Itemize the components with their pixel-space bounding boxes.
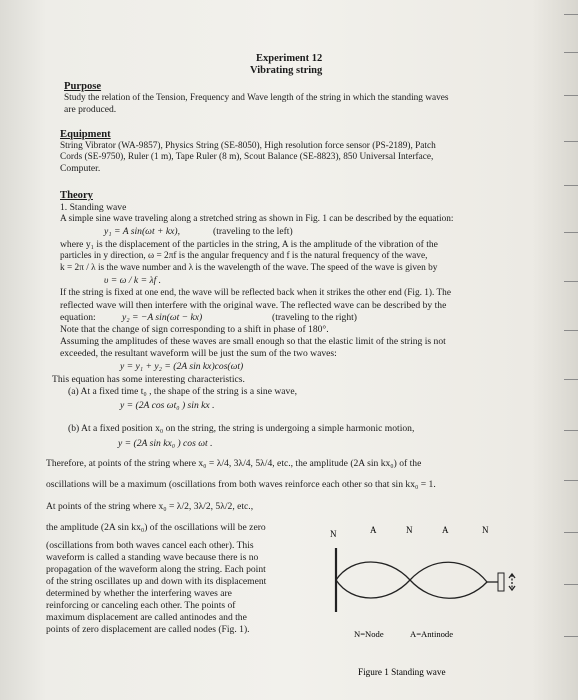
purpose-line: are produced. <box>64 104 117 115</box>
figure-label-antinode: A <box>442 525 449 535</box>
theory-line: 1. Standing wave <box>60 202 127 213</box>
theory-line: of the string oscillates up and down with its displacement <box>46 576 267 587</box>
theory-line: reflected wave will then interfere with the original wave. The reflected wave can be described by the <box>60 300 447 311</box>
figure-label-node: N <box>330 529 337 539</box>
standing-wave-drawing <box>336 548 515 612</box>
theory-line: maximum displacement are called antinodes and the <box>46 612 247 623</box>
equipment-line: Cords (SE-9750), Ruler (1 m), Tape Ruler (8 m), Scout Balance (SE-8823), 850 Universal Interface, <box>60 152 434 162</box>
theory-line: At points of the string where x₀ = λ/2, 3λ/2, 5λ/2, etc., <box>46 501 254 512</box>
figure-legend-antinode: A=Antinode <box>410 629 454 639</box>
theory-line: oscillations will be a maximum (oscillations from both waves reinforce each other so that sin kx₀ = 1. <box>46 479 436 490</box>
page-edge-marks <box>556 0 578 700</box>
equation-note: (traveling to the left) <box>213 226 293 237</box>
theory-line: (oscillations from both waves cancel each other). This <box>46 540 254 551</box>
equipment-line: Computer. <box>60 163 101 174</box>
theory-line: reinforcing or canceling each other. The points of <box>46 600 236 611</box>
purpose-line: Study the relation of the Tension, Frequency and Wave length of the string in which the standing waves <box>64 93 449 103</box>
equation-resultant: y = y₁ + y₂ = (2A sin kx)cos(ωt) <box>120 361 244 372</box>
theory-line: exceeded, the resultant waveform will be just the sum of the two waves: <box>60 348 337 359</box>
theory-line: (a) At a fixed time t₀ , the shape of the string is a sine wave, <box>68 386 297 397</box>
theory-line: (b) At a fixed position x₀ on the string, the string is undergoing a simple harmonic motion, <box>68 423 415 434</box>
figure-label-antinode: A <box>370 525 377 535</box>
theory-line: k = 2π / λ is the wave number and λ is the wavelength of the wave. The speed of the wave is given by <box>60 263 438 273</box>
theory-line: Therefore, at points of the string where x₀ = λ/4, 3λ/4, 5λ/4, etc., the amplitude (2A sin kx₀) of the <box>46 458 422 469</box>
theory-line: equation: <box>60 312 96 323</box>
equation-fixed-time: y = (2A cos ωt₀ ) sin kx . <box>120 400 215 411</box>
equation-y2: y₂ = −A sin(ωt − kx) <box>122 312 203 323</box>
equation-y1: y₁ = A sin(ωt + kx), <box>104 226 180 237</box>
equation-note: (traveling to the right) <box>272 312 357 323</box>
equipment-line: String Vibrator (WA-9857), Physics String (SE-8050), High resolution force sensor (PS-2189), Patch <box>60 141 436 151</box>
theory-line: the amplitude (2A sin kx₀) of the oscillations will be zero <box>46 522 266 533</box>
theory-line: Note that the change of sign corresponding to a shift in phase of 180°. <box>60 324 329 335</box>
equation-speed: υ = ω / k = λf . <box>104 275 162 286</box>
theory-line: propagation of the waveform along the string. Each point <box>46 564 266 575</box>
theory-line: determined by whether the interfering waves are <box>46 588 232 599</box>
document-subtitle: Vibrating string <box>250 65 323 76</box>
theory-line: Assuming the amplitudes of these waves are small enough so that the elastic limit of the string is not <box>60 336 446 347</box>
theory-heading: Theory <box>60 190 93 201</box>
purpose-heading: Purpose <box>64 81 102 92</box>
theory-line: waveform is called a standing wave because there is no <box>46 552 259 563</box>
figure-label-node: N <box>482 525 489 535</box>
theory-line: This equation has some interesting characteristics. <box>52 374 245 385</box>
document-title: Experiment 12 <box>256 53 323 64</box>
theory-line: particles in y direction, ω = 2πf is the angular frequency and f is the natural frequency of the wave, <box>60 251 428 261</box>
figure-legend-node: N=Node <box>354 629 384 639</box>
equipment-heading: Equipment <box>60 129 111 140</box>
theory-line: where y₁ is the displacement of the particles in the string, A is the amplitude of the vibration of the <box>60 239 438 250</box>
theory-line: points of zero displacement are called nodes (Fig. 1). <box>46 624 250 635</box>
equation-fixed-position: y = (2A sin kx₀ ) cos ωt . <box>118 438 213 449</box>
theory-line: A simple sine wave traveling along a stretched string as shown in Fig. 1 can be described by the equation: <box>60 214 454 224</box>
figure-caption: Figure 1 Standing wave <box>358 667 446 677</box>
figure-label-node: N <box>406 525 413 535</box>
theory-line: If the string is fixed at one end, the wave will be reflected back when it strikes the other end (Fig. 1). The <box>60 288 451 298</box>
